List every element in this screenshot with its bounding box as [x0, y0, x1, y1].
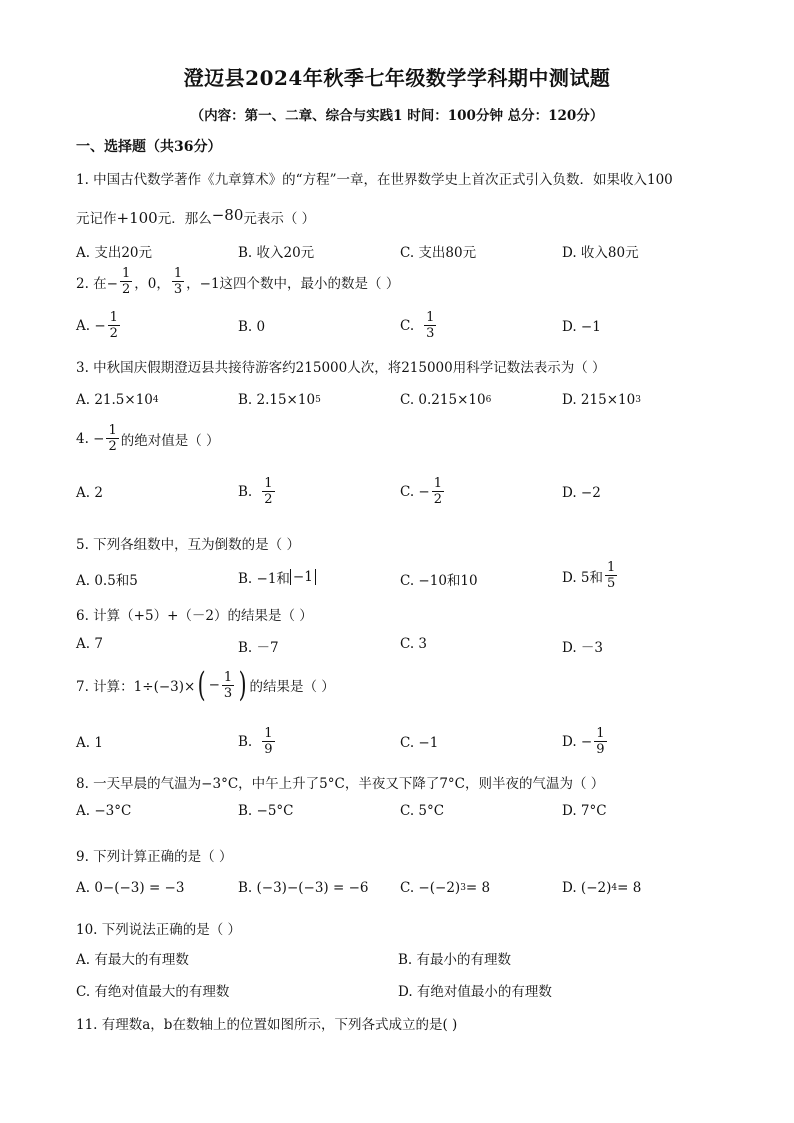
q4-b-fraction [262, 476, 274, 507]
q5-b-abs: −1 [290, 569, 316, 585]
q1-text-c: 元．那么 [157, 211, 212, 227]
page-title: 澄迈县2024年秋季七年级数学学科期中测试题 [183, 66, 611, 90]
q9-d-exp: 4 [611, 883, 618, 893]
q5-d-num: 1 [607, 560, 616, 575]
q4-c-label: C. − [400, 483, 430, 500]
q1-option-a[interactable]: A. 支出20元 [76, 245, 153, 261]
q4-fraction [106, 423, 118, 454]
q1-value-minus: −80 [211, 206, 244, 224]
question-4-text [76, 423, 220, 454]
q7-minus: − [208, 677, 220, 693]
q3-b-exp: 5 [315, 395, 321, 405]
q7-d-label: D. − [562, 733, 593, 750]
q3-c-base: C. 0.215×10 [400, 392, 486, 408]
q4-b-num: 1 [264, 476, 273, 491]
q7-d-num: 1 [596, 726, 605, 741]
q2-a-label: A. − [76, 317, 106, 334]
q2-c-den: 3 [426, 326, 435, 341]
q7-den: 3 [223, 685, 233, 701]
question-1-text: 1. 中国古代数学著作《九章算术》的“方程”一章，在世界数学史上首次正式引入负数．如果收入100 [76, 172, 673, 188]
q1-option-d[interactable]: D. 收入80元 [562, 245, 639, 261]
q5-option-c[interactable]: C. −10和10 [400, 573, 478, 589]
exam-info: （内容：第一、二章、综合与实践1 时间：100分钟 总分：120分） [190, 108, 604, 124]
question-1-text-cont [76, 206, 315, 227]
q7-option-b[interactable] [238, 726, 277, 757]
q9-option-d[interactable] [562, 880, 641, 896]
q5-option-b[interactable] [238, 567, 316, 587]
q1-option-c[interactable]: C. 支出80元 [400, 245, 477, 261]
q3-option-b[interactable] [238, 392, 321, 408]
q9-d-post: = 8 [617, 880, 642, 896]
q7-d-fraction [594, 726, 606, 757]
q3-d-exp: 3 [635, 395, 641, 405]
q3-a-base: A. 21.5×10 [76, 392, 153, 408]
q2-fraction-1 [120, 266, 132, 297]
q4-post: 的绝对值是（ ） [120, 432, 220, 449]
q7-option-d[interactable] [562, 726, 609, 757]
q8-option-c[interactable]: C. 5°C [400, 803, 445, 819]
q4-c-fraction [432, 476, 444, 507]
question-7-text [76, 665, 335, 705]
q2-option-b[interactable]: B. 0 [238, 319, 266, 335]
q2-a-fraction [108, 310, 120, 341]
q2-a-den: 2 [109, 326, 118, 341]
q7-option-a[interactable]: A. 1 [76, 735, 103, 751]
q4-b-label: B. [238, 483, 253, 500]
q4-option-b[interactable] [238, 476, 277, 507]
q2-f2-num: 1 [173, 266, 183, 281]
q4-option-c[interactable] [400, 476, 446, 507]
q4-pre: 4. − [76, 430, 105, 447]
q2-post: ，−1这四个数中，最小的数是（ ） [186, 275, 400, 292]
q2-option-c[interactable] [400, 310, 438, 341]
q10-option-a[interactable]: A. 有最大的有理数 [76, 952, 189, 968]
question-10-text: 10. 下列说法正确的是（ ） [76, 922, 242, 938]
q1-text-e: 元表示（ ） [243, 211, 316, 227]
q9-c-base: C. −(−2) [400, 880, 461, 896]
q2-a-num: 1 [109, 310, 118, 325]
q8-option-d[interactable]: D. 7°C [562, 803, 607, 819]
q7-right-paren: ) [238, 665, 247, 705]
q2-pre: 2. 在− [76, 275, 118, 292]
q2-option-a[interactable] [76, 310, 122, 341]
q2-c-num: 1 [426, 310, 435, 325]
question-11-text: 11. 有理数a，b在数轴上的位置如图所示，下列各式成立的是( ) [76, 1017, 458, 1033]
q2-f1-den: 2 [121, 282, 131, 297]
q6-option-b[interactable]: B. －7 [238, 640, 279, 656]
q5-d-pre: D. 5和 [562, 569, 604, 586]
q7-b-fraction [262, 726, 274, 757]
q4-option-a[interactable]: A. 2 [76, 485, 103, 501]
q1-option-b[interactable]: B. 收入20元 [238, 245, 315, 261]
q8-option-a[interactable]: A. −3°C [76, 803, 132, 819]
q7-post: 的结果是（ ） [249, 679, 335, 695]
q1-text-a: 元记作 [76, 211, 117, 227]
q6-option-a[interactable]: A. 7 [76, 636, 103, 652]
q3-a-exp: 4 [152, 395, 159, 405]
q9-option-b[interactable]: B. (−3)−(−3) = −6 [238, 880, 369, 896]
question-8-text: 8. 一天早晨的气温为−3°C，中午上升了5°C，半夜又下降了7°C，则半夜的气温为（ ） [76, 776, 605, 792]
q8-option-b[interactable]: B. −5°C [238, 803, 294, 819]
section-heading: 一、选择题（共36分） [76, 139, 222, 155]
q2-f1-num: 1 [121, 266, 131, 281]
q7-left-paren: ( [197, 665, 206, 705]
q5-b-pre: B. −1和 [238, 571, 290, 587]
q6-option-d[interactable]: D. －3 [562, 640, 604, 656]
q3-b-base: B. 2.15×10 [238, 392, 316, 408]
q7-option-c[interactable]: C. −1 [400, 735, 439, 751]
q4-num: 1 [108, 423, 117, 438]
q9-c-exp: 3 [460, 883, 466, 893]
q5-option-d[interactable] [562, 560, 619, 591]
q9-option-c[interactable] [400, 880, 490, 896]
q2-mid: ，0， [134, 275, 170, 292]
question-2-text [76, 266, 399, 297]
question-9-text: 9. 下列计算正确的是（ ） [76, 849, 233, 865]
q7-num: 1 [223, 669, 233, 685]
q9-d-base: D. (−2) [562, 880, 612, 896]
q3-option-a[interactable] [76, 392, 159, 408]
q3-d-base: D. 215×10 [562, 392, 636, 408]
q2-fraction-2 [172, 266, 184, 297]
q2-option-d[interactable]: D. −1 [562, 319, 601, 335]
q7-b-num: 1 [264, 726, 273, 741]
question-5-text: 5. 下列各组数中，互为倒数的是（ ） [76, 537, 300, 553]
q7-d-den: 9 [596, 742, 605, 757]
q9-c-post: = 8 [465, 880, 491, 896]
question-3-text: 3. 中秋国庆假期澄迈县共接待游客约215000人次，将215000用科学记数法表示为（ ） [76, 360, 606, 376]
q5-option-a[interactable]: A. 0.5和5 [76, 573, 138, 589]
q3-option-d[interactable] [562, 392, 641, 408]
q10-option-d[interactable]: D. 有绝对值最小的有理数 [398, 984, 552, 1000]
q9-option-a[interactable]: A. 0−(−3) = −3 [76, 880, 185, 896]
q4-den: 2 [108, 439, 117, 454]
q1-value-plus: +100 [116, 209, 158, 227]
q7-b-label: B. [238, 733, 253, 750]
q7-b-den: 9 [264, 742, 273, 757]
q3-c-exp: 6 [485, 395, 492, 405]
q5-d-den: 5 [607, 576, 616, 591]
q4-b-den: 2 [264, 492, 273, 507]
q2-c-label: C. [400, 317, 415, 334]
q3-option-c[interactable] [400, 392, 491, 408]
q4-option-d[interactable]: D. −2 [562, 485, 601, 501]
q7-fraction [222, 670, 234, 701]
q10-option-b[interactable]: B. 有最小的有理数 [398, 952, 512, 968]
q4-c-den: 2 [433, 492, 443, 507]
q5-d-fraction [605, 560, 617, 591]
question-6-text: 6. 计算（+5）+（－2）的结果是（ ） [76, 608, 313, 624]
q4-c-num: 1 [433, 476, 443, 491]
q6-option-c[interactable]: C. 3 [400, 636, 428, 652]
q2-f2-den: 3 [173, 282, 183, 297]
q2-c-fraction [424, 310, 436, 341]
q10-option-c[interactable]: C. 有绝对值最大的有理数 [76, 984, 230, 1000]
q7-pre: 7. 计算：1÷(−3)× [76, 679, 196, 695]
